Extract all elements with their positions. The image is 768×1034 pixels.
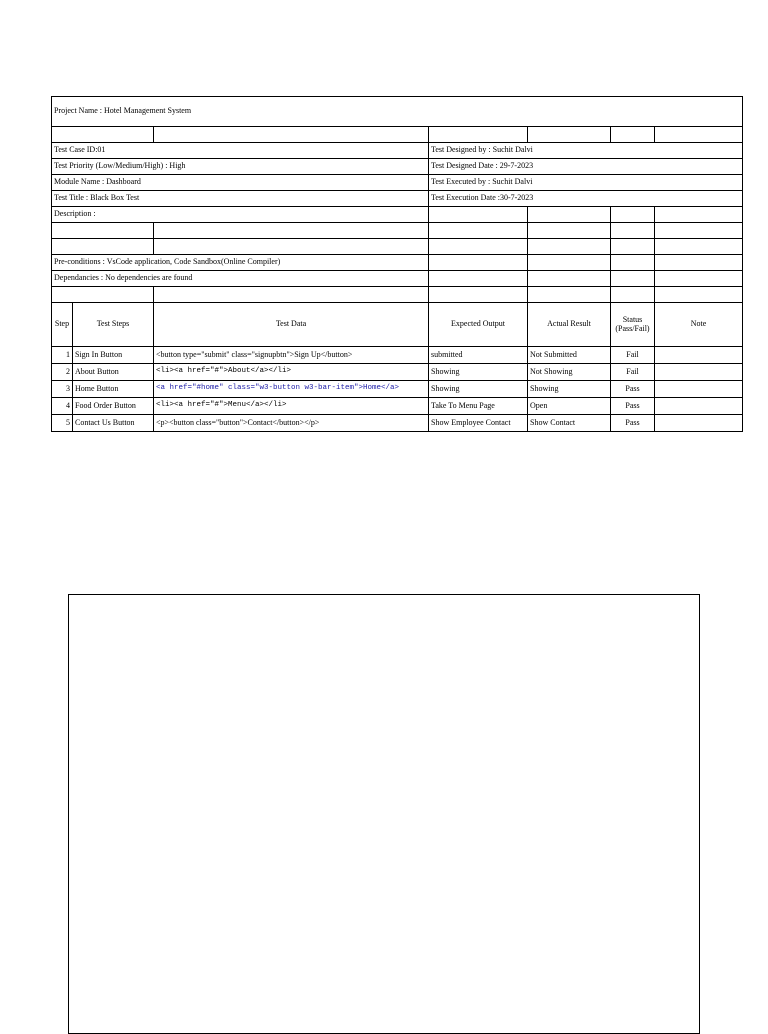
actual-result: Not Showing xyxy=(528,364,611,381)
preconditions-row xyxy=(52,255,743,271)
column-header-row xyxy=(52,303,743,347)
step-number: 4 xyxy=(52,398,73,415)
preconditions: Pre-conditions : VsCode application, Code Sandbox(Online Compiler) xyxy=(52,255,429,271)
info-row xyxy=(52,159,743,175)
info-row xyxy=(52,191,743,207)
status: Pass xyxy=(611,381,655,398)
note xyxy=(655,347,743,364)
step-number: 1 xyxy=(52,347,73,364)
dependencies-row xyxy=(52,271,743,287)
test-priority: Test Priority (Low/Medium/High) : High xyxy=(52,159,429,175)
table-row xyxy=(52,381,743,398)
info-row xyxy=(52,143,743,159)
test-step: Food Order Button xyxy=(73,398,154,415)
test-step: Sign In Button xyxy=(73,347,154,364)
actual-result: Show Contact xyxy=(528,415,611,432)
actual-result: Showing xyxy=(528,381,611,398)
table-row xyxy=(52,347,743,364)
expected-output: Showing xyxy=(429,364,528,381)
header-step: Step xyxy=(52,303,73,347)
test-data: <button type="submit" class="signupbtn">Sign Up</button> xyxy=(154,347,429,364)
table-row xyxy=(52,364,743,381)
blank-frame xyxy=(68,594,700,1034)
header-test-data: Test Data xyxy=(154,303,429,347)
expected-output: Showing xyxy=(429,381,528,398)
test-executed-by: Test Executed by : Suchit Dalvi xyxy=(429,175,743,191)
test-case-id: Test Case ID:01 xyxy=(52,143,429,159)
expected-output: Take To Menu Page xyxy=(429,398,528,415)
blank-row xyxy=(52,239,743,255)
expected-output: submitted xyxy=(429,347,528,364)
test-data: <p><button class="button">Contact</button></p> xyxy=(154,415,429,432)
blank-row xyxy=(52,127,743,143)
actual-result: Open xyxy=(528,398,611,415)
project-name: Project Name : Hotel Management System xyxy=(52,97,743,127)
test-step: About Button xyxy=(73,364,154,381)
test-step: Home Button xyxy=(73,381,154,398)
header-actual-result: Actual Result xyxy=(528,303,611,347)
project-row xyxy=(52,97,743,127)
status: Fail xyxy=(611,364,655,381)
status: Pass xyxy=(611,415,655,432)
test-title: Test Title : Black Box Test xyxy=(52,191,429,207)
blank-row xyxy=(52,287,743,303)
note xyxy=(655,415,743,432)
status: Fail xyxy=(611,347,655,364)
table-row xyxy=(52,398,743,415)
note xyxy=(655,398,743,415)
actual-result: Not Submitted xyxy=(528,347,611,364)
expected-output: Show Employee Contact xyxy=(429,415,528,432)
step-number: 5 xyxy=(52,415,73,432)
step-number: 3 xyxy=(52,381,73,398)
note xyxy=(655,381,743,398)
test-designed-by: Test Designed by : Suchit Dalvi xyxy=(429,143,743,159)
step-number: 2 xyxy=(52,364,73,381)
dependencies: Dependancies : No dependencies are found xyxy=(52,271,429,287)
header-test-steps: Test Steps xyxy=(73,303,154,347)
header-note: Note xyxy=(655,303,743,347)
test-designed-date: Test Designed Date : 29-7-2023 xyxy=(429,159,743,175)
test-step: Contact Us Button xyxy=(73,415,154,432)
test-data: <li><a href="#">Menu</a></li> xyxy=(154,398,429,415)
table-row xyxy=(52,415,743,432)
test-case-table xyxy=(51,96,743,432)
note xyxy=(655,364,743,381)
module-name: Module Name : Dashboard xyxy=(52,175,429,191)
description-row xyxy=(52,207,743,223)
header-status: Status (Pass/Fail) xyxy=(611,303,655,347)
test-data: <li><a href="#">About</a></li> xyxy=(154,364,429,381)
info-row xyxy=(52,175,743,191)
blank-row xyxy=(52,223,743,239)
description: Description : xyxy=(52,207,429,223)
test-execution-date: Test Execution Date :30-7-2023 xyxy=(429,191,743,207)
header-expected-output: Expected Output xyxy=(429,303,528,347)
status: Pass xyxy=(611,398,655,415)
test-data: <a href="#home" class="w3-button w3-bar-item">Home</a> xyxy=(154,381,429,398)
